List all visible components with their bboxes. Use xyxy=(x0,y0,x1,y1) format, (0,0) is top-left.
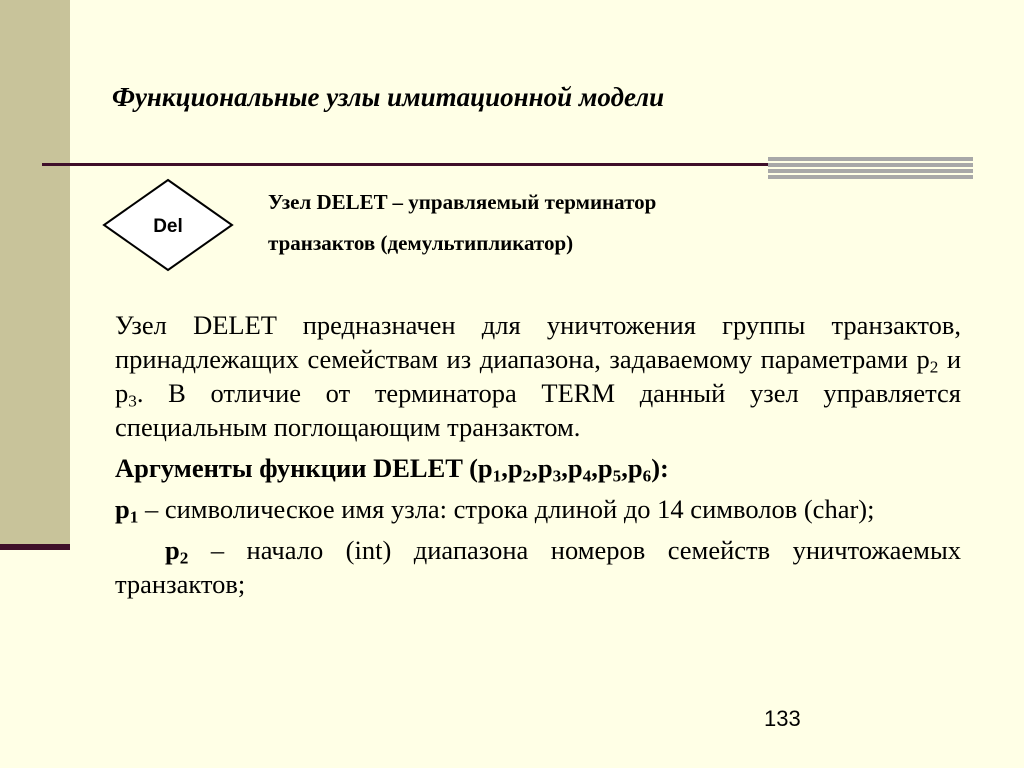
node-heading-line2: транзактов (демультипликатор) xyxy=(268,231,574,255)
argument-p2: $p_2$ – начало (int) диапазона номеров семейств уничтожаемых транзактов; xyxy=(115,535,961,599)
description-paragraph: Узел DELET предназначен для уничтожения группы транзактов, принадлежащих семействам из диапазона, задаваемому параметрами $p_2$ и $p_3$. В отличие от терминатора TERM данный узел управляется специальным поглощающим транзактом. xyxy=(115,310,962,442)
node-heading xyxy=(268,182,656,264)
node-heading-line1: Узел DELET – управляемый терминатор xyxy=(268,190,657,214)
side-decoration-line xyxy=(0,544,70,550)
side-decoration-bar xyxy=(0,0,70,548)
arguments-heading: Аргументы функции DELET $(p_1,p_2,p_3,p_4,p_5,p_6)$: xyxy=(115,453,669,486)
stripe-decoration xyxy=(768,157,973,179)
page-number: 133 xyxy=(764,706,801,731)
argument-p1: $p_1$ – символическое имя узла: строка длиной до 14 символов (char); xyxy=(115,494,875,527)
del-node-label: Del xyxy=(153,216,183,237)
slide-title: Функциональные узлы имитационной модели xyxy=(112,82,665,112)
body-text xyxy=(115,308,961,601)
del-node-diamond-icon xyxy=(102,178,234,272)
